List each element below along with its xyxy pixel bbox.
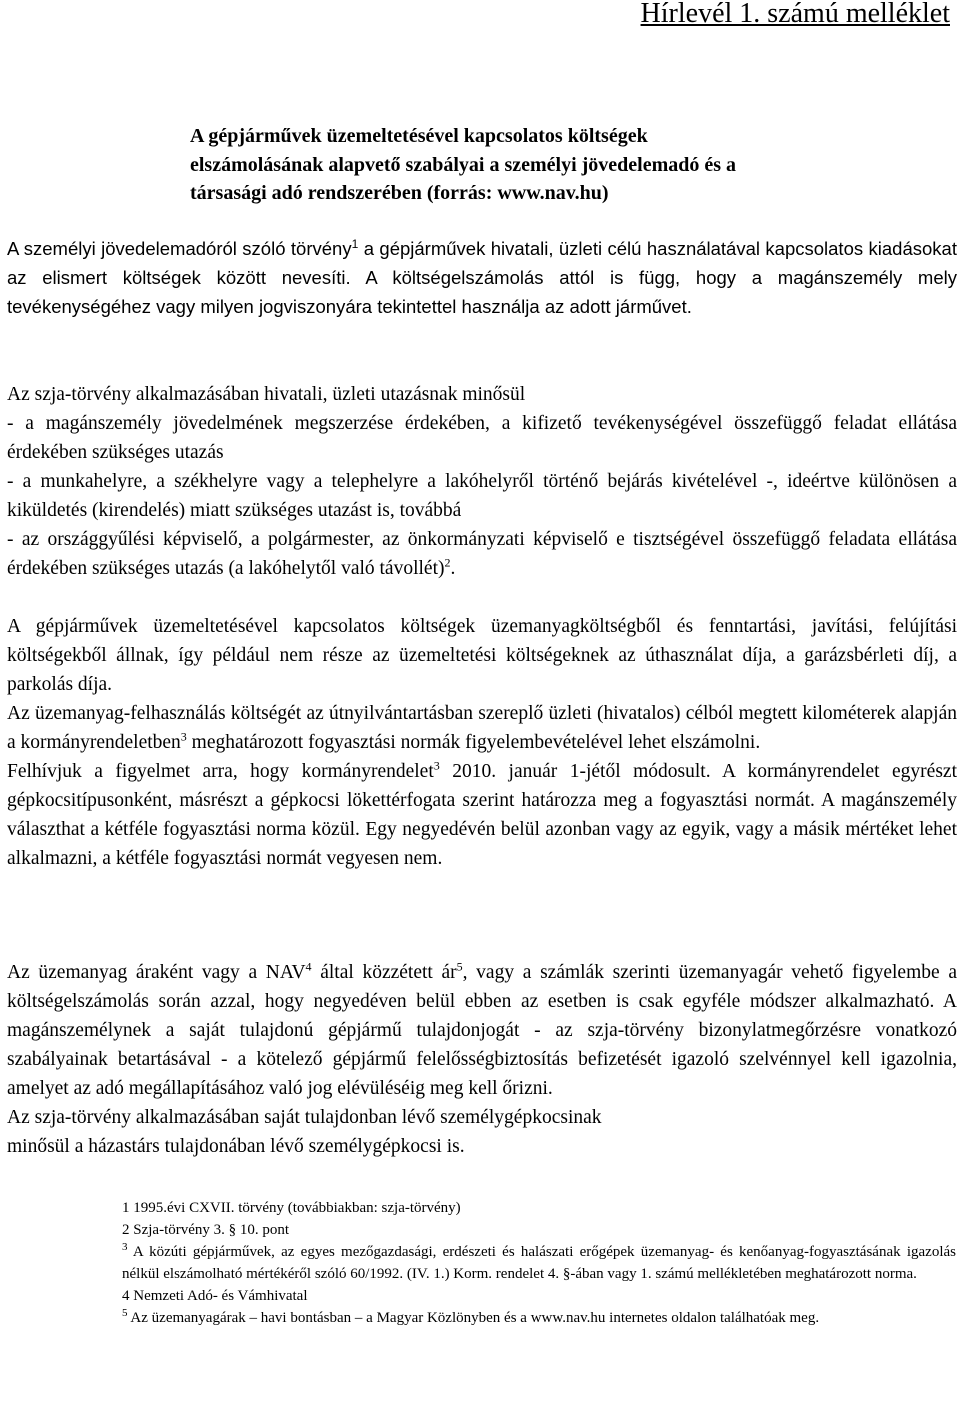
fuel-paragraph-2 (7, 1103, 957, 1161)
fuel-paragraph-1 (7, 958, 957, 1103)
document-title (190, 122, 790, 208)
costs-p3-text: 2010. január 1-jétől módosult. A kormányrendelet egyrészt gépkocsitípusonként, másrészt a gépkocsi lökettérfogata szerint határozza meg a fogyasztási normát. A magánszemély választhat a kétféle fogyasztási norma közül. Egy negyedévén belül azonban vagy az egyik, vagy a másik mértéket lehet alkalmazni, a kétféle fogyasztási normát vegyesen nem. (7, 761, 957, 869)
szja-lead: Az szja-törvény alkalmazásában hivatali, üzleti utazásnak minősül (7, 384, 526, 405)
fuel-p1-text: , vagy a számlák szerinti üzemanyagár vehető figyelembe a költségelszámolás során azzal, hogy negyedéven belül ebben az esetben is csak egyféle módszer alkalmazható. A magánszemélynek a saját tulajdonú gépjármű tulajdonjogát - az szja-törvény bizonylatmegőrzésre vonatkozó szabályainak betartásával - a kötelező gépjármű felelősségbiztosítás befizetését igazoló szelvénnyel kell igazolnia, amelyet az adó megállapításához való jog elévüléséig meg kell őrizni. (7, 962, 957, 1099)
footnote-ref: 5 (456, 959, 463, 974)
costs-p3-text: Felhívjuk a figyelmet arra, hogy kormányrendelet (7, 761, 434, 782)
footnote-ref: 3 (180, 729, 187, 744)
szja-item-2: - a munkahelyre, a székhelyre vagy a telephelyre a lakóhelyről történő bejárás kivételével -, ideértve különösen a kiküldetés (kirendelés) miatt szükséges utazást is, továbbá (7, 471, 957, 521)
footnote-number: 3 (122, 1241, 128, 1253)
footnote-number: 5 (122, 1307, 128, 1319)
title-line: elszámolásának alapvető szabályai a személyi jövedelemadó és a (190, 153, 737, 176)
header-title: Hírlevél 1. számú melléklet (640, 0, 950, 29)
fuel-p1-text: által közzétett ár (311, 962, 457, 983)
intro-paragraph (7, 234, 957, 321)
footnote-1: 1 1995.évi CXVII. törvény (továbbiakban: szja-törvény) (122, 1200, 461, 1216)
title-line: A gépjárművek üzemeltetésével kapcsolatos költségek (190, 125, 648, 147)
fuel-p2-line: Az szja-törvény alkalmazásában saját tulajdonban lévő személygépkocsinak (7, 1107, 602, 1128)
costs-p2-text: Az üzemanyag-felhasználás költségét az útnyilvántartásban szereplő üzleti (hivatalos) célból megtett kilométerek alapján a kormányrendeletben (7, 703, 957, 753)
szja-section (7, 380, 957, 583)
costs-paragraph-1: A gépjárművek üzemeltetésével kapcsolatos költségek üzemanyagköltségből és fenntartási, javítási, felújítási költségekből állnak, így például nem része az üzemeltetési költségeknek az úthasználat díja, a garázsbérleti díj, a parkolás díja. (7, 616, 957, 695)
title-line: társasági adó rendszerében (forrás: www.nav.hu) (190, 182, 609, 204)
footnote-4: 4 Nemzeti Adó- és Vámhivatal (122, 1288, 308, 1304)
fuel-p1-text: Az üzemanyag áraként vagy a NAV (7, 962, 306, 983)
szja-item-3-end: . (450, 558, 456, 579)
szja-item-1: - a magánszemély jövedelmének megszerzése érdekében, a kifizető tevékenységével összefüggő feladat ellátása érdekében szükséges utazás (7, 413, 957, 463)
costs-section (7, 612, 957, 873)
costs-paragraph-3 (7, 757, 957, 873)
costs-paragraph-2 (7, 699, 957, 757)
footnote-5 (122, 1307, 956, 1329)
intro-text: a gépjárművek hivatali, üzleti célú használatával kapcsolatos kiadásokat az elismert költségek között nevesíti. A költségelszámolás attól is függ, hogy a magánszemély mely tevékenységéhez vagy milyen jogviszonyára tekintettel használja az adott járművet. (7, 238, 957, 317)
fuel-section (7, 958, 957, 1161)
footnote-ref: 2 (444, 555, 451, 570)
footnote-5-text: Az üzemanyagárak – havi bontásban – a Magyar Közlönyben és a www.nav.hu internetes oldalon találhatóak meg. (127, 1310, 820, 1326)
footnotes (122, 1197, 956, 1329)
footnote-2: 2 Szja-törvény 3. § 10. pont (122, 1222, 290, 1238)
intro-text: A személyi jövedelemadóról szóló törvény (7, 238, 352, 259)
footnote-3 (122, 1241, 956, 1285)
footnote-ref: 4 (305, 959, 312, 974)
fuel-p2-line: minősül a házastárs tulajdonában lévő személygépkocsi is. (7, 1136, 465, 1157)
costs-p2-text: meghatározott fogyasztási normák figyelembevételével lehet elszámolni. (186, 732, 761, 753)
footnote-ref: 3 (433, 758, 440, 773)
footnote-ref: 1 (351, 236, 359, 251)
footnote-3-text: A közúti gépjárművek, az egyes mezőgazdasági, erdészeti és halászati erőgépek üzemanyag- és kenőanyag-fogyasztásának igazolás nélkül elszámolható mértékéről szóló 60/1992. (IV. 1.) Korm. rendelet 4. §-ában vagy 1. számú mellékletében meghatározott norma. (122, 1244, 956, 1282)
szja-item-3 (7, 525, 957, 583)
szja-item-3-text: - az országgyűlési képviselő, a polgármester, az önkormányzati képviselő e tisztségével összefüggő feladata ellátása érdekében szükséges utazás (a lakóhelytől való távollét) (7, 529, 957, 579)
